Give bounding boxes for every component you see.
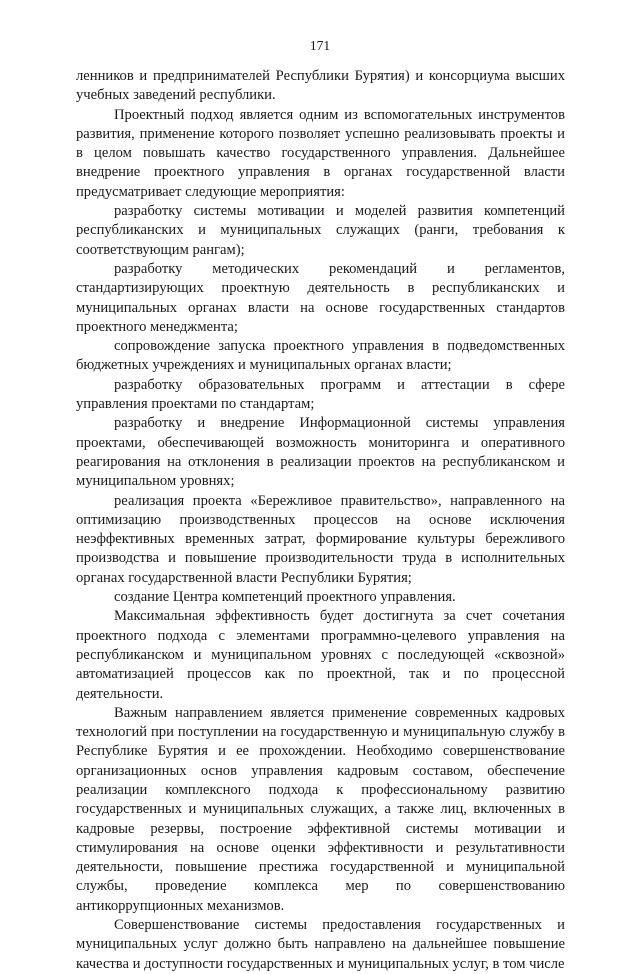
- paragraph: ленников и предпринимателей Республики Бурятия) и консорциума высших учебных заведений республики.: [76, 68, 565, 104]
- paragraph: Важным направлением является применение современных кадровых технологий при поступлении на государственную и муниципальную службу в Республике Бурятия и ее прохождении. Необходимо совершенствование организационных основ управления кадровым составом, обеспечение реализации комплексного подхода к профессиональному развитию государственных и муниципальных служащих, а также лиц, включенных в кадровые резервы, построение эффективной системы мотивации и стимулирования на основе оценки эффективности и результативности деятельности, повышение престижа государственной и муниципальной службы, проведение комплекса мер по совершенствованию антикоррупционных механизмов.: [76, 704, 565, 914]
- paragraph: создание Центра компетенций проектного управления.: [114, 589, 456, 606]
- paragraph: разработку и внедрение Информационной системы управления проектами, обеспечивающей возможность мониторинга и оперативного реагирования на отклонения в реализации проектов на республиканском и муниципальном уровнях;: [76, 415, 565, 490]
- paragraph: разработку методических рекомендаций и регламентов, стандартизирующих проектную деятельность в республиканских и муниципальных органах власти на основе государственных стандартов проектного менеджмента;: [76, 260, 565, 335]
- paragraph: Максимальная эффективность будет достигнута за счет сочетания проектного подхода с элементами программно-целевого управления на республиканском и муниципальном уровнях с последующей «сквозной» автоматизацией процессов как по проектной, так и по процессной деятельности.: [76, 608, 565, 702]
- page-number: 171: [309, 38, 331, 53]
- paragraph: Совершенствование системы предоставления государственных и муниципальных услуг должно быть направлено на дальнейшее повышение качества и доступности государственных и муниципальных услуг, в том числе: [76, 917, 565, 972]
- paragraph: разработку системы мотивации и моделей развития компетенций республиканских и муниципальных служащих (ранги, требования к соответствующим рангам);: [76, 203, 565, 258]
- paragraph: Проектный подход является одним из вспомогательных инструментов развития, применение которого позволяет успешно реализовывать проекты и в целом повышать качество государственного управления. Дальнейшее внедрение проектного управления в органах государственной власти предусматривает следующие мероприятия:: [76, 106, 565, 200]
- paragraph: сопровождение запуска проектного управления в подведомственных бюджетных учреждениях и муниципальных органах власти;: [76, 338, 565, 374]
- paragraph: разработку образовательных программ и аттестации в сфере управления проектами по стандартам;: [76, 376, 565, 413]
- body-text: [76, 67, 565, 974]
- paragraph: реализация проекта «Бережливое правительство», направленного на оптимизацию производственных процессов на основе исключения неэффективных временных затрат, формирование культуры бережливого производства и повышение производительности труда в исполнительных органах государственной власти Республики Бурятия;: [76, 492, 565, 586]
